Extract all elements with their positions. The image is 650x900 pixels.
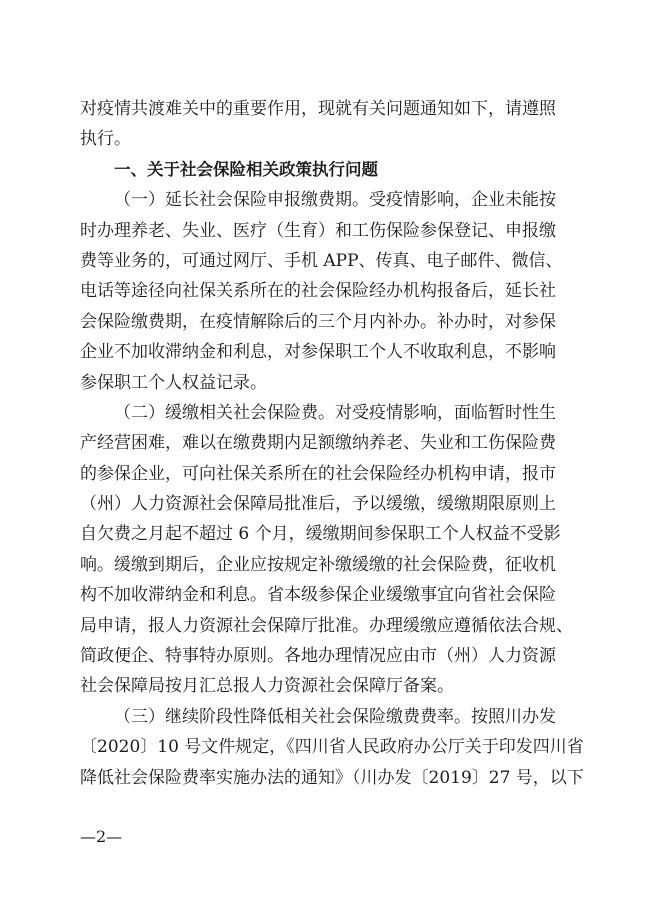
text-line: 响。缓缴到期后，企业应按规定补缴缓缴的社会保险费，征收机 <box>80 554 556 575</box>
page-number: —2— <box>80 827 123 846</box>
text-line: 降低社会保险费率实施办法的通知》（川办发〔2019〕27 号，以下 <box>80 767 584 788</box>
text-line: 费等业务的，可通过网厅、手机 APP、传真、电子邮件、微信、 <box>80 250 563 271</box>
text-line: 局申请，报人力资源社会保障厅批准。办理缓缴应遵循依法合规、 <box>80 615 573 636</box>
text-line: 参保职工个人权益记录。 <box>80 372 267 393</box>
document-body <box>80 94 584 793</box>
text-line: （一）延长社会保险申报缴费期。受疫情影响，企业未能按 <box>114 190 556 211</box>
text-line: 〔2020〕10 号文件规定，《四川省人民政府办公厅关于印发四川省 <box>80 737 584 758</box>
text-line: 构不加收滞纳金和利息。省本级参保企业缓缴事宜向省社会保险 <box>80 585 556 606</box>
text-line: 的参保企业，可向社保关系所在的社会保险经办机构申请，报市 <box>80 463 556 484</box>
text-line: 自欠费之月起不超过 6 个月，缓缴期间参保职工个人权益不受影 <box>80 524 561 545</box>
text-line: 企业不加收滞纳金和利息，对参保职工个人不收取利息，不影响 <box>80 342 556 363</box>
text-line: （三）继续阶段性降低相关社会保险缴费费率。按照川办发 <box>114 706 556 727</box>
text-line: （二）缓缴相关社会保险费。对受疫情影响，面临暂时性生 <box>114 402 556 423</box>
text-line: 简政便企、特事特办原则。各地办理情况应由市（州）人力资源 <box>80 646 556 667</box>
text-line: 时办理养老、失业、医疗（生育）和工伤保险参保登记、申报缴 <box>80 220 556 241</box>
section-heading: 一、关于社会保险相关政策执行问题 <box>114 159 378 179</box>
text-line: 对疫情共渡难关中的重要作用，现就有关问题通知如下，请遵照 <box>80 99 556 119</box>
text-line: 执行。 <box>80 129 131 150</box>
text-line: 社会保障局按月汇总报人力资源社会保障厅备案。 <box>80 676 454 697</box>
text-line: （州）人力资源社会保障局批准后，予以缓缴，缓缴期限原则上 <box>80 494 556 515</box>
text-line: 产经营困难，难以在缴费期内足额缴纳养老、失业和工伤保险费 <box>80 433 556 454</box>
text-line: 电话等途径向社保关系所在的社会保险经办机构报备后，延长社 <box>80 281 556 302</box>
text-line: 会保险缴费期，在疫情解除后的三个月内补办。补办时，对参保 <box>80 311 556 332</box>
